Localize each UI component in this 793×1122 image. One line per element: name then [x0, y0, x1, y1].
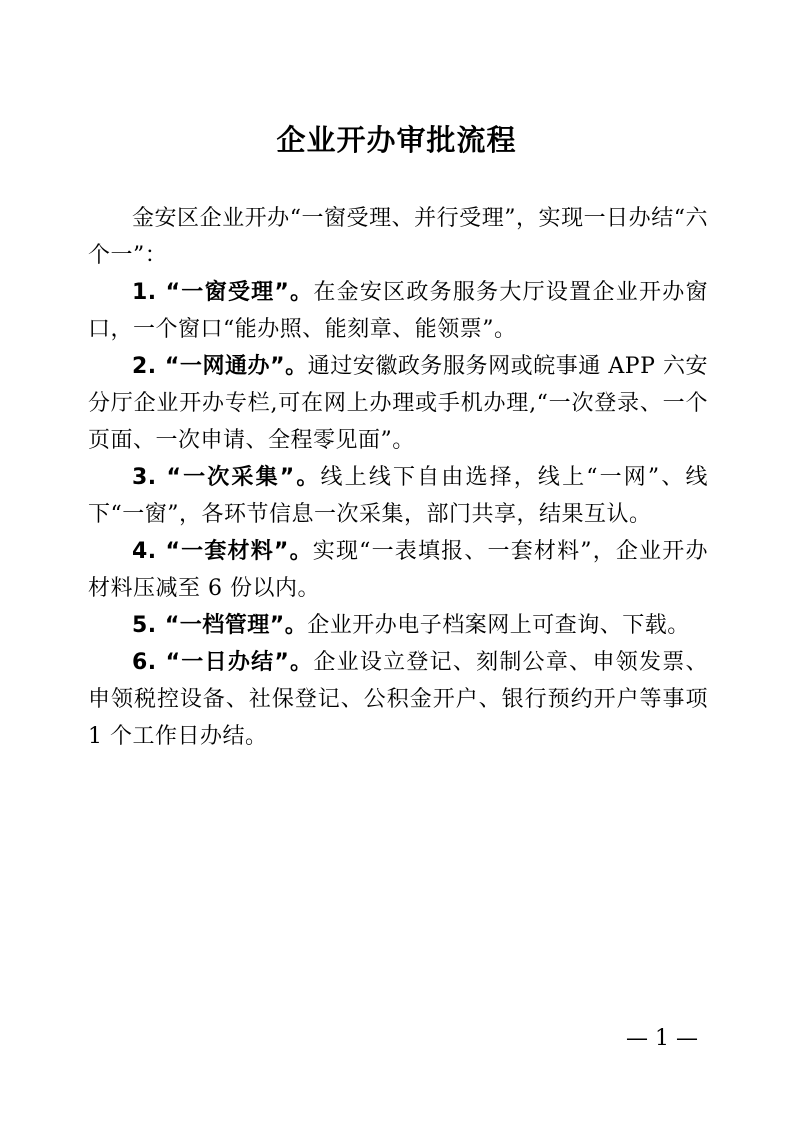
item-text: 企业开办电子档案网上可查询、下载。 — [307, 613, 690, 638]
intro-paragraph: 金安区企业开办“一窗受理、并行受理”，实现一日办结“六个一”： — [88, 206, 708, 268]
list-item — [88, 348, 708, 459]
document-body — [88, 200, 708, 755]
list-item — [88, 274, 708, 348]
item-text: 线上线下自由选择，线上“一网”、线下“一窗”，各环节信息一次采集，部门共享，结果互认。 — [88, 465, 708, 527]
list-item — [88, 644, 708, 755]
item-text: 通过安徽政务服务网或皖事通 APP 六安分厅企业开办专栏,可在网上办理或手机办理,“一次登录、一个页面、一次申请、全程零见面”。 — [88, 354, 708, 453]
item-text: 实现“一表填报、一套材料”，企业开办材料压减至 6 份以内。 — [88, 539, 708, 601]
list-item — [88, 459, 708, 533]
page-number: — 1 — — [626, 1026, 698, 1051]
item-heading: 6. “一日办结”。 — [132, 650, 314, 675]
list-item — [88, 533, 708, 607]
item-heading: 1. “一窗受理”。 — [132, 280, 314, 305]
item-text: 企业设立登记、刻制公章、申领发票、申领税控设备、社保登记、公积金开户、银行预约开户等事项 1 个工作日办结。 — [88, 650, 708, 749]
document-title: 企业开办审批流程 — [276, 123, 517, 157]
item-heading: 5. “一档管理”。 — [132, 613, 308, 638]
item-heading: 3. “一次采集”。 — [132, 465, 321, 490]
list-item — [88, 607, 708, 644]
item-heading: 4. “一套材料”。 — [132, 539, 313, 564]
item-text: 在金安区政务服务大厅设置企业开办窗口，一个窗口“能办照、能刻章、能领票”。 — [88, 280, 708, 342]
item-heading: 2. “一网通办”。 — [132, 354, 308, 379]
